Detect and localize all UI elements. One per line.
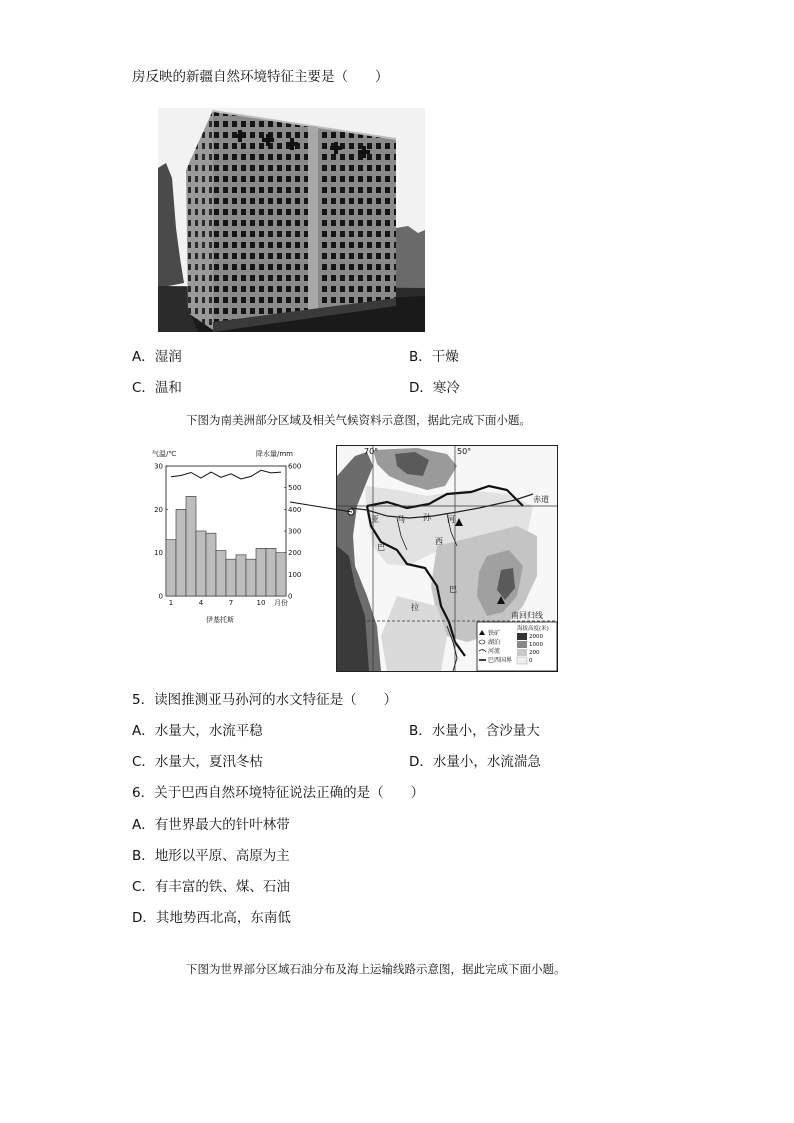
intro-oil-routes: 下图为世界部分区域石油分布及海上运输线路示意图，据此完成下面小题。: [186, 962, 566, 976]
y-left-tick: 30: [154, 462, 163, 471]
precip-bar: [186, 496, 196, 596]
precip-bar: [236, 555, 246, 596]
map-river-char-1: 亚: [371, 515, 379, 524]
legend-elev-title: 海拔高度(米): [517, 626, 549, 632]
x-tick: 4: [198, 599, 204, 607]
legend-e1: 2000: [529, 634, 543, 640]
map-land-char-1: 巴: [377, 543, 385, 552]
climate-chart: [150, 446, 302, 626]
precip-bar: [166, 540, 176, 596]
temperature-line: [171, 470, 281, 479]
option-4d[interactable]: D．寒冷: [409, 380, 460, 396]
option-4c[interactable]: C．温和: [132, 380, 182, 396]
option-4b[interactable]: B．干燥: [409, 349, 459, 365]
map-equator-label: 赤道: [533, 495, 549, 504]
map-river-char-2: 马: [397, 515, 405, 524]
drying-house-photo: [158, 108, 425, 332]
x-unit: 月份: [274, 599, 288, 607]
x-tick: 1: [168, 599, 174, 607]
map-river-char-3: 孙: [423, 513, 431, 522]
legend-lake-icon: [479, 640, 485, 644]
leader-line: [290, 500, 354, 520]
map-tropic-label: 南回归线: [511, 611, 543, 620]
legend-river: 河流: [488, 648, 501, 655]
precip-bar: [176, 509, 186, 596]
y-left-tick: 20: [154, 505, 163, 514]
map-lon-70: 70°: [364, 447, 379, 456]
option-6b[interactable]: B．地形以平原、高原为主: [132, 848, 290, 864]
option-5c[interactable]: C．水量大，夏汛冬枯: [132, 754, 263, 770]
precip-bar: [216, 551, 226, 597]
legend-e3: 200: [529, 650, 540, 656]
x-tick: 10: [256, 599, 266, 607]
legend-lake: 湖泊: [488, 639, 501, 646]
precip-bar: [196, 531, 206, 596]
option-5b[interactable]: B．水量小，含沙量大: [409, 723, 540, 739]
chart-ylabel-right: 降水量/mm: [256, 450, 293, 458]
precip-bar: [266, 548, 276, 596]
y-right-tick: 500: [288, 484, 302, 493]
legend-e2: 1000: [529, 642, 543, 648]
y-right-tick: 600: [288, 462, 302, 471]
y-right-tick: 400: [288, 505, 302, 514]
map-river-char-4: 河: [447, 515, 455, 524]
option-4a[interactable]: A．湿润: [132, 349, 182, 365]
question-6-stem: 6．关于巴西自然环境特征说法正确的是（ ）: [132, 785, 425, 801]
option-6c[interactable]: C．有丰富的铁、煤、石油: [132, 879, 290, 895]
y-right-tick: 0: [288, 592, 293, 601]
legend-iron: 铁矿: [488, 630, 501, 637]
map-land-char-3: 巴: [449, 585, 457, 594]
chart-ylabel-left: 气温/℃: [152, 450, 177, 458]
y-left-tick: 0: [158, 592, 163, 601]
y-right-tick: 300: [288, 527, 302, 536]
option-6a[interactable]: A．有世界最大的针叶林带: [132, 817, 290, 833]
y-right-tick: 200: [288, 549, 302, 558]
precip-bar: [276, 553, 286, 596]
precip-bar: [226, 559, 236, 596]
map-land-char-4: 拉: [411, 603, 419, 612]
x-tick: 7: [228, 599, 234, 607]
option-6d[interactable]: D．其地势西北高，东南低: [132, 910, 291, 926]
map-land-char-2: 西: [435, 537, 443, 546]
intro-south-america: 下图为南美洲部分区域及相关气候资料示意图，据此完成下面小题。: [186, 413, 531, 427]
option-5d[interactable]: D．水量小，水流湍急: [409, 754, 541, 770]
question-5-stem: 5．读图推测亚马孙河的水文特征是（ ）: [132, 692, 398, 708]
map-lon-50: 50°: [457, 447, 472, 456]
option-5a[interactable]: A．水量大，水流平稳: [132, 723, 263, 739]
legend-e4: 0: [529, 658, 533, 664]
question-4-stem: 房反映的新疆自然环境特征主要是（ ）: [132, 69, 389, 85]
precip-bar: [206, 533, 216, 596]
precip-bar: [256, 548, 266, 596]
y-right-tick: 100: [288, 570, 302, 579]
chart-title: 伊基托斯: [206, 616, 234, 624]
legend-border: 巴西国界: [488, 657, 513, 664]
south-america-map: [336, 445, 558, 672]
precip-bar: [246, 559, 256, 596]
y-left-tick: 10: [154, 549, 163, 558]
